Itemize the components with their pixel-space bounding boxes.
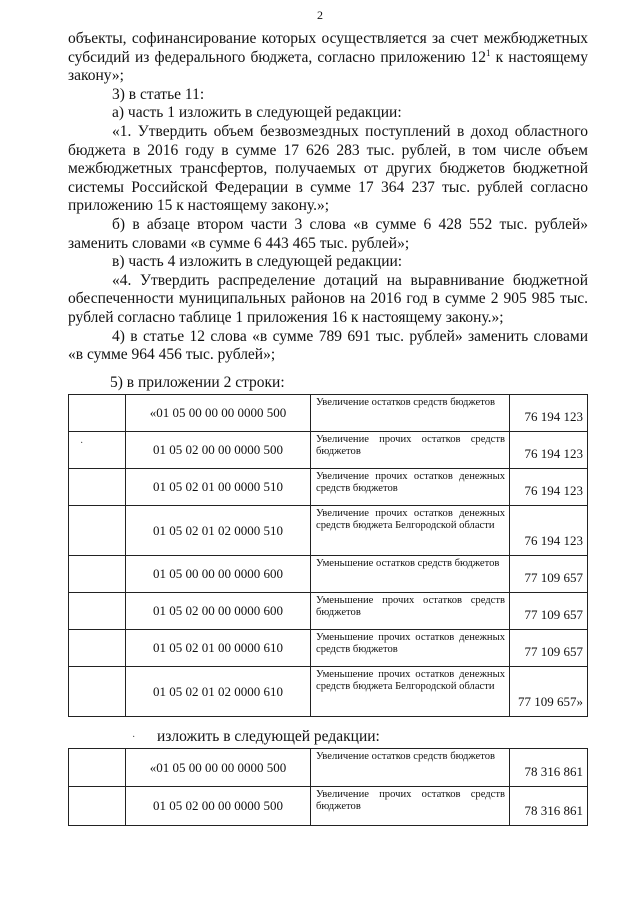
budget-code-cell: «01 05 00 00 00 0000 500	[126, 749, 311, 787]
document-body	[68, 30, 588, 365]
amount-cell: 76 194 123	[510, 469, 588, 506]
scan-speck: ·	[80, 438, 84, 449]
budget-code-cell: «01 05 00 00 00 0000 500	[126, 395, 311, 432]
table1-heading: 5) в приложении 2 строки:	[110, 374, 285, 391]
empty-cell	[69, 506, 126, 556]
description-cell: Увеличение остатков средств бюджетов	[311, 749, 510, 787]
sources-table-new	[68, 748, 588, 826]
description-cell: Уменьшение прочих остатков денежных средств бюджета Белгородской области	[311, 667, 510, 717]
empty-cell	[69, 749, 126, 787]
budget-code-cell: 01 05 02 01 00 0000 610	[126, 630, 311, 667]
empty-cell	[69, 787, 126, 826]
description-cell: Увеличение остатков средств бюджетов	[311, 395, 510, 432]
table-row	[69, 593, 588, 630]
paragraph: 4) в статье 12 слова «в сумме 789 691 тыс. рублей» заменить словами «в сумме 964 456 тыс. рублей»;	[68, 327, 588, 364]
scan-speck: ·	[132, 732, 136, 743]
amount-cell: 76 194 123	[510, 432, 588, 469]
empty-cell	[69, 432, 126, 469]
table-row	[69, 432, 588, 469]
budget-code-cell: 01 05 00 00 00 0000 600	[126, 556, 311, 593]
paragraph: «4. Утвердить распределение дотаций на выравнивание бюджетной обеспеченности муниципальных районов на 2016 год в сумме 2 905 985 тыс. рублей согласно таблице 1 приложения 16 к настоящему закону.»;	[68, 271, 588, 326]
empty-cell	[69, 469, 126, 506]
empty-cell	[69, 630, 126, 667]
empty-cell	[69, 395, 126, 432]
amount-cell: 77 109 657	[510, 556, 588, 593]
budget-code-cell: 01 05 02 00 00 0000 600	[126, 593, 311, 630]
paragraph: в) часть 4 изложить в следующей редакции:	[112, 253, 403, 271]
paragraph: б) в абзаце втором части 3 слова «в сумме 6 428 552 тыс. рублей» заменить словами «в сумме 6 443 465 тыс. рублей»;	[68, 215, 588, 252]
budget-code-cell: 01 05 02 01 00 0000 510	[126, 469, 311, 506]
page-number: 2	[317, 8, 323, 22]
table2-heading: изложить в следующей редакции:	[157, 728, 380, 745]
empty-cell	[69, 556, 126, 593]
amount-cell: 78 316 861	[510, 749, 588, 787]
table-row	[69, 667, 588, 717]
empty-cell	[69, 593, 126, 630]
table-row	[69, 787, 588, 826]
sources-table-old	[68, 394, 588, 717]
paragraph: 3) в статье 11:	[112, 85, 205, 103]
budget-code-cell: 01 05 02 01 02 0000 610	[126, 667, 311, 717]
table-row	[69, 469, 588, 506]
paragraph: «1. Утвердить объем безвозмездных поступлений в доход областного бюджета в 2016 году в сумме 17 626 283 тыс. рублей, в том числе объем межбюджетных трансфертов, получаемых от других бюджетов бюджетной системы Российской Федерации в сумме 17 364 237 тыс. рублей согласно приложению 15 к настоящему закону.»;	[68, 122, 588, 215]
description-cell: Уменьшение остатков средств бюджетов	[311, 556, 510, 593]
description-cell: Уменьшение прочих остатков денежных средств бюджетов	[311, 630, 510, 667]
budget-code-cell: 01 05 02 01 02 0000 510	[126, 506, 311, 556]
amount-cell: 76 194 123	[510, 506, 588, 556]
amount-cell: 78 316 861	[510, 787, 588, 826]
amount-cell: 77 109 657	[510, 630, 588, 667]
budget-code-cell: 01 05 02 00 00 0000 500	[126, 432, 311, 469]
description-cell: Уменьшение прочих остатков средств бюджетов	[311, 593, 510, 630]
budget-code-cell: 01 05 02 00 00 0000 500	[126, 787, 311, 826]
table-row	[69, 556, 588, 593]
description-cell: Увеличение прочих остатков средств бюджетов	[311, 787, 510, 826]
table-row	[69, 506, 588, 556]
table-row	[69, 630, 588, 667]
amount-cell: 77 109 657»	[510, 667, 588, 717]
amount-cell: 76 194 123	[510, 395, 588, 432]
table-row	[69, 395, 588, 432]
table-row	[69, 749, 588, 787]
empty-cell	[69, 667, 126, 717]
paragraph: объекты, софинансирование которых осуществляется за счет межбюджетных субсидий из федерального бюджета, согласно приложению $12^1$ к настоящему закону»;	[68, 30, 588, 85]
description-cell: Увеличение прочих остатков средств бюджетов	[311, 432, 510, 469]
description-cell: Увеличение прочих остатков денежных средств бюджетов	[311, 469, 510, 506]
amount-cell: 77 109 657	[510, 593, 588, 630]
paragraph: а) часть 1 изложить в следующей редакции:	[112, 104, 402, 122]
description-cell: Увеличение прочих остатков денежных средств бюджета Белгородской области	[311, 506, 510, 556]
